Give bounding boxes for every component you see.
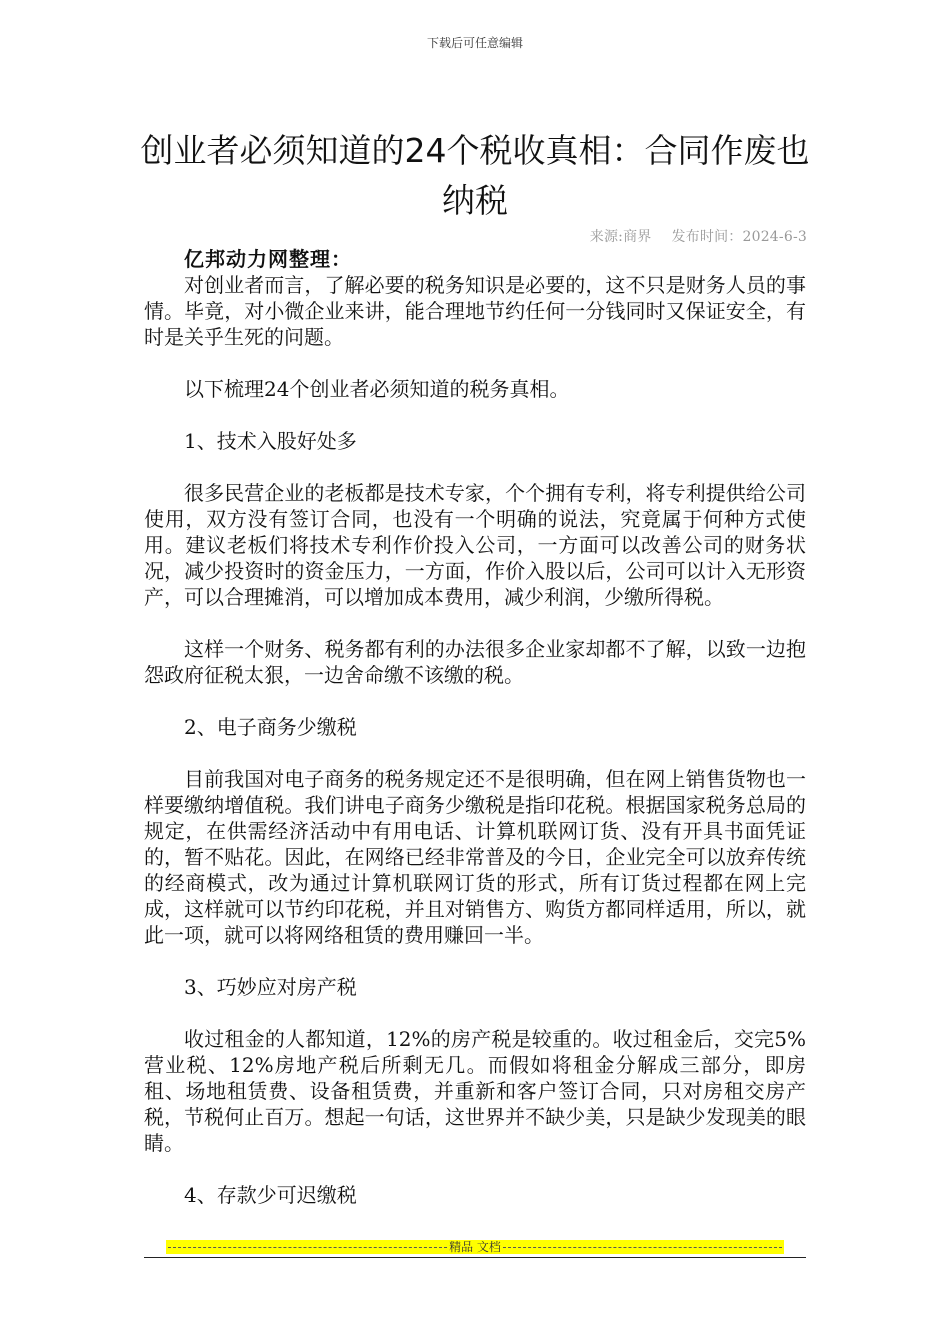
paragraph-gap [144,402,806,428]
paragraph-gap [144,350,806,376]
paragraph: 以下梳理24个创业者必须知道的税务真相。 [184,377,570,401]
footer-dash-left [168,1247,447,1248]
paragraph: 这样一个财务、税务都有利的办法很多企业家却都不了解，以致一边抱怨政府征税太狠，一边舍命缴不该缴的税。 [144,637,806,687]
article-body [144,246,806,1208]
header-note: 下载后可任意编辑 [426,36,523,50]
footer-label: 精品 文档 [449,1240,501,1254]
paragraph-gap [144,948,806,974]
publish-date: 发布时间：2024-6-3 [671,229,807,245]
paragraph: 收过租金的人都知道，12%的房产税是较重的。收过租金后，交完5%营业税、12%房地产税后所剩无几。而假如将租金分解成三部分，即房租、场地租赁费、设备租赁费，并重新和客户签订合同，只对房租交房产税，节税何止百万。想起一句话，这世界并不缺少美，只是缺少发现美的眼睛。 [144,1027,806,1155]
section-heading: 3、巧妙应对房产税 [184,975,357,999]
source-label: 来源:商界 [589,229,652,245]
footer-band [166,1240,784,1254]
article-meta [590,226,807,246]
section-heading: 2、电子商务少缴税 [184,715,357,739]
paragraph-gap [144,1000,806,1026]
paragraph-gap [144,454,806,480]
paragraph: 很多民营企业的老板都是技术专家，个个拥有专利，将专利提供给公司使用，双方没有签订合同，也没有一个明确的说法，究竟属于何种方式使用。建议老板们将技术专利作价投入公司，一方面可以改善公司的财务状况，减少投资时的资金压力，一方面，作价入股以后，公司可以计入无形资产，可以合理摊消，可以增加成本费用，减少利润，少缴所得税。 [144,481,806,609]
paragraph-gap [144,740,806,766]
paragraph-gap [144,688,806,714]
footer-dash-right [503,1247,782,1248]
paragraph-gap [144,1156,806,1182]
section-heading: 4、存款少可迟缴税 [184,1183,357,1207]
paragraph-gap [144,610,806,636]
footer-rule [144,1257,806,1258]
paragraph: 对创业者而言，了解必要的税务知识是必要的，这不只是财务人员的事情。毕竟，对小微企业来讲，能合理地节约任何一分钱同时又保证安全，有时是关乎生死的问题。 [144,273,806,349]
section-heading: 1、技术入股好处多 [184,429,357,453]
page-title: 创业者必须知道的24个税收真相：合同作废也纳税 [140,131,810,220]
paragraph: 目前我国对电子商务的税务规定还不是很明确，但在网上销售货物也一样要缴纳增值税。我们讲电子商务少缴税是指印花税。根据国家税务总局的规定，在供需经济活动中有用电话、计算机联网订货、没有开具书面凭证的，暂不贴花。因此，在网络已经非常普及的今日，企业完全可以放弃传统的经商模式，改为通过计算机联网订货的形式，所有订货过程都在网上完成，这样就可以节约印花税，并且对销售方、购货方都同样适用，所以，就此一项，就可以将网络租赁的费用赚回一半。 [144,767,806,947]
editor-credit: 亿邦动力网整理： [184,247,352,271]
page-footer [144,1240,806,1260]
